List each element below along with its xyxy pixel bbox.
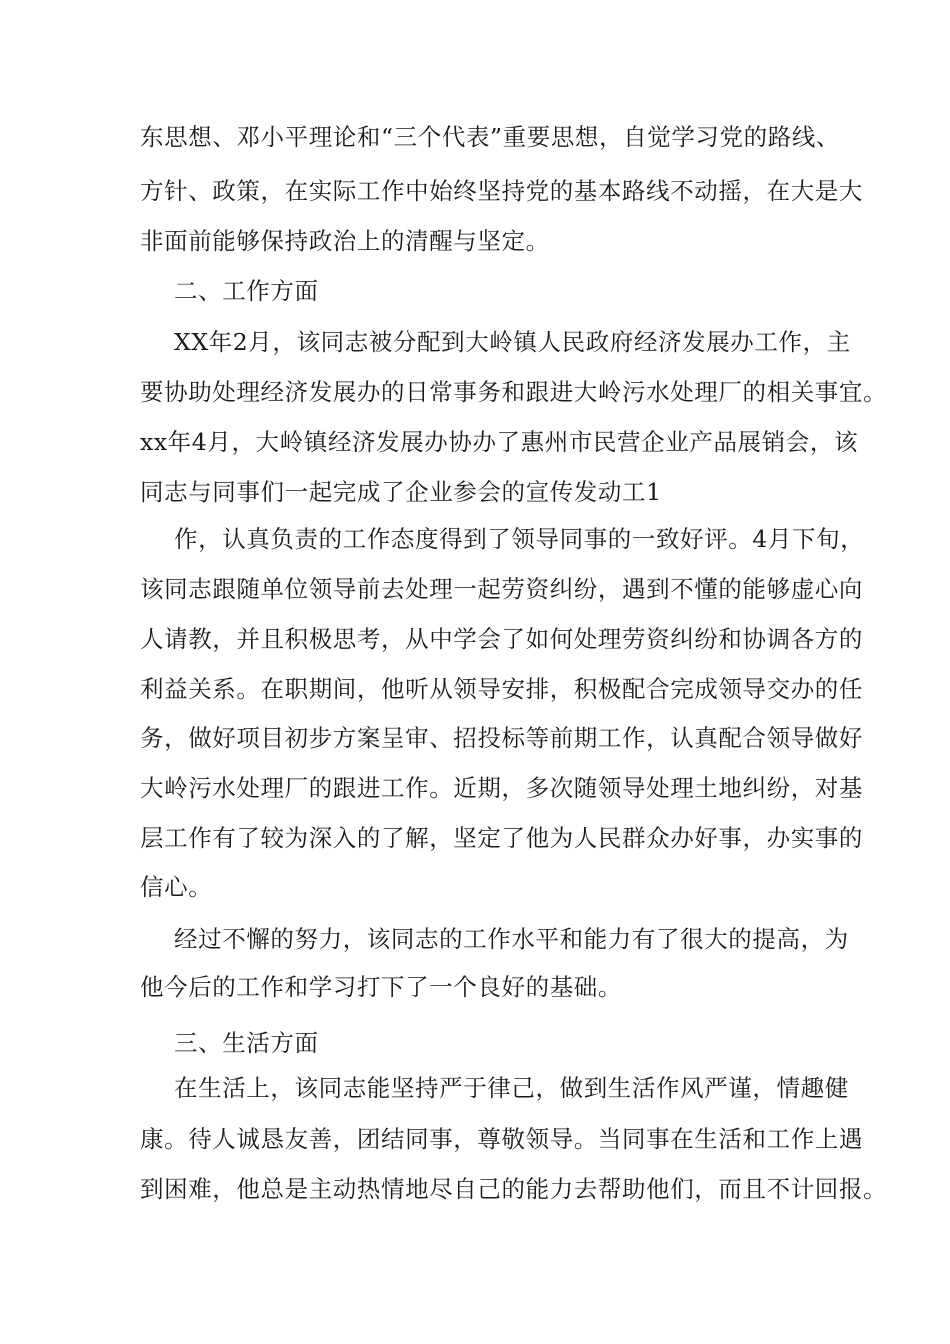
text-line: 务，做好项目初步方案呈审、招投标等前期工作，认真配合领导做好 bbox=[140, 724, 863, 752]
text-line: 他今后的工作和学习打下了一个良好的基础。 bbox=[140, 973, 622, 1001]
text-line: 要协助处理经济发展办的日常事务和跟进大岭污水处理厂的相关事宜。 bbox=[140, 378, 888, 406]
text-line: 方针、政策，在实际工作中始终坚持党的基本路线不动摇，在大是大 bbox=[140, 177, 863, 205]
text-line: 大岭污水处理厂的跟进工作。近期，多次随领导处理土地纠纷，对基 bbox=[140, 774, 863, 802]
text-line: xx年4月，大岭镇经济发展办协办了惠州市民营企业产品展销会，该 bbox=[140, 428, 859, 456]
text-line: 经过不懈的努力，该同志的工作水平和能力有了很大的提高，为 bbox=[174, 925, 849, 953]
text-line: 人请教，并且积极思考，从中学会了如何处理劳资纠纷和协调各方的 bbox=[140, 625, 863, 653]
text-line: 在生活上，该同志能坚持严于律己，做到生活作风严谨，情趣健 bbox=[174, 1074, 849, 1102]
text-line: 非面前能够保持政治上的清醒与坚定。 bbox=[140, 227, 550, 255]
text-line: 东思想、邓小平理论和“三个代表”重要思想，自觉学习党的路线、 bbox=[140, 123, 841, 151]
section-heading-work: 二、工作方面 bbox=[174, 277, 319, 305]
text-line: 同志与同事们一起完成了企业参会的宣传发动工1 bbox=[140, 478, 662, 506]
text-line: 作，认真负责的工作态度得到了领导同事的一致好评。4月下旬， bbox=[174, 525, 865, 553]
text-line: 康。待人诚恳友善，团结同事，尊敬领导。当同事在生活和工作上遇 bbox=[140, 1125, 863, 1153]
text-line: XX年2月，该同志被分配到大岭镇人民政府经济发展办工作，主 bbox=[174, 328, 851, 356]
text-line: 到困难，他总是主动热情地尽自己的能力去帮助他们，而且不计回报。 bbox=[140, 1175, 888, 1203]
text-line: 利益关系。在职期间，他听从领导安排，积极配合完成领导交办的任 bbox=[140, 675, 863, 703]
text-line: 信心。 bbox=[140, 873, 213, 901]
section-heading-life: 三、生活方面 bbox=[174, 1029, 319, 1057]
text-line: 该同志跟随单位领导前去处理一起劳资纠纷，遇到不懂的能够虚心向 bbox=[140, 575, 863, 603]
text-line: 层工作有了较为深入的了解，坚定了他为人民群众办好事，办实事的 bbox=[140, 824, 863, 852]
